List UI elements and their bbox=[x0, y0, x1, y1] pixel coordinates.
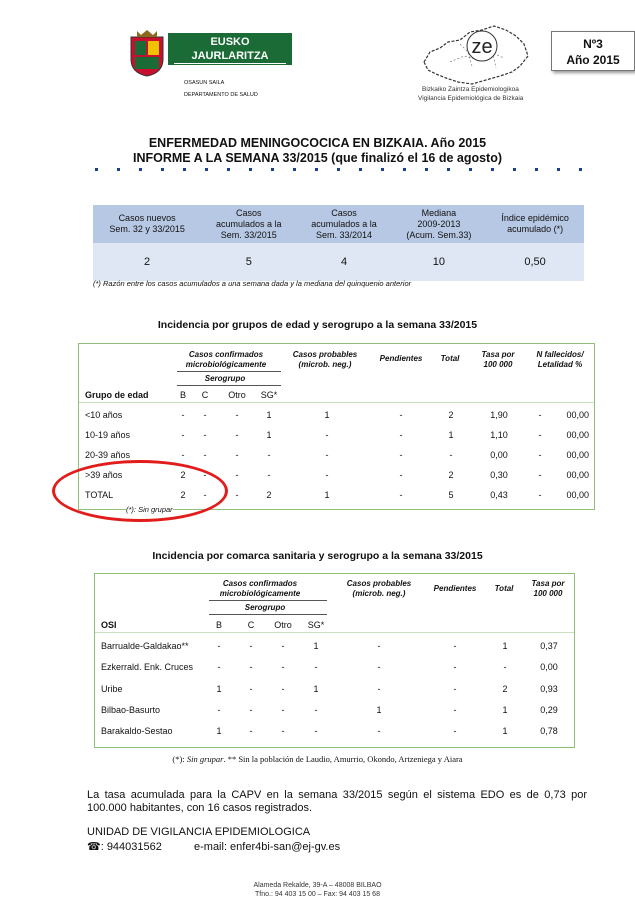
cell-probable: - bbox=[377, 726, 381, 736]
cell-deaths: - bbox=[538, 470, 542, 480]
cell-c: - bbox=[203, 430, 207, 440]
age-header-group: Grupo de edad bbox=[85, 390, 149, 400]
issue-badge bbox=[551, 31, 635, 71]
cell-sg: - bbox=[267, 470, 271, 480]
cell-total: 2 bbox=[448, 410, 454, 420]
sero-col-sg: SG* bbox=[260, 390, 278, 400]
cell-probable: - bbox=[325, 470, 329, 480]
cell-b: - bbox=[217, 641, 221, 651]
cell-probable: - bbox=[377, 684, 381, 694]
surveillance-basque: Bizkaiko Zaintza Epidemiologikoa bbox=[422, 86, 519, 93]
cell-pending: - bbox=[453, 726, 457, 736]
cell-pending: - bbox=[399, 410, 403, 420]
cell-otro: - bbox=[235, 490, 239, 500]
cell-rate: 0,00 bbox=[540, 662, 558, 672]
cell-rate: 0,30 bbox=[490, 470, 508, 480]
cell-c: - bbox=[203, 490, 207, 500]
cell-c: - bbox=[249, 662, 253, 672]
cell-sg: - bbox=[314, 705, 318, 715]
age-header-divider bbox=[79, 402, 594, 403]
summary-header-new: Casos nuevos Sem. 32 y 33/2015 bbox=[93, 205, 201, 243]
cell-sg: 1 bbox=[313, 684, 319, 694]
cell-probable: - bbox=[377, 641, 381, 651]
cell-total: 5 bbox=[448, 490, 454, 500]
cell-otro: - bbox=[235, 450, 239, 460]
cell-rate: 0,93 bbox=[540, 684, 558, 694]
cell-sg: 1 bbox=[313, 641, 319, 651]
cell-b: 2 bbox=[180, 470, 186, 480]
summary-header-index: Índice epidémico acumulado (*) bbox=[486, 205, 584, 243]
age-header-rate: Tasa por 100 000 bbox=[481, 350, 515, 369]
cell-probable: 1 bbox=[324, 490, 330, 500]
unit-name: UNIDAD DE VIGILANCIA EPIDEMIOLOGICA bbox=[87, 826, 311, 838]
cell-b: - bbox=[217, 662, 221, 672]
cell-pending: - bbox=[453, 684, 457, 694]
tel-fax-line: Tfno.: 94 403 15 00 – Fax: 94 403 15 68 bbox=[255, 891, 380, 898]
department-basque: OSASUN SAILA bbox=[184, 80, 225, 86]
cell-pending: - bbox=[399, 470, 403, 480]
summary-header-median: Mediana 2009-2013 (Acum. Sem.33) bbox=[392, 205, 487, 243]
department-spanish: DEPARTAMENTO DE SALUD bbox=[184, 92, 258, 98]
cell-lethality: 00,00 bbox=[566, 410, 589, 420]
issue-number: Nº3 bbox=[583, 37, 603, 51]
cell-rate: 1,10 bbox=[490, 430, 508, 440]
region-header-pending: Pendientes bbox=[433, 584, 477, 593]
cell-b: - bbox=[181, 450, 185, 460]
cell-c: - bbox=[203, 470, 207, 480]
cell-pending: - bbox=[453, 662, 457, 672]
age-table-note: (*): Sin grupar bbox=[126, 505, 173, 514]
cell-rate: 0,78 bbox=[540, 726, 558, 736]
summary-header-acc-2014: Casos acumulados a la Sem. 33/2014 bbox=[296, 205, 391, 243]
cell-b: - bbox=[181, 410, 185, 420]
region-header-probable: Casos probables (microb. neg.) bbox=[346, 579, 412, 598]
basque-government-shield-icon bbox=[127, 29, 167, 77]
cell-sg: 2 bbox=[266, 490, 272, 500]
cell-deaths: - bbox=[538, 430, 542, 440]
region-table bbox=[94, 573, 575, 748]
cell-otro: - bbox=[235, 470, 239, 480]
cell-otro: - bbox=[281, 662, 285, 672]
serogroup-rule bbox=[177, 385, 281, 386]
summary-value-acc-2014: 4 bbox=[296, 243, 391, 281]
age-header-pending: Pendientes bbox=[379, 354, 423, 363]
cell-total: 1 bbox=[448, 430, 454, 440]
cell-otro: - bbox=[281, 641, 285, 651]
summary-note: (*) Razón entre los casos acumulados a una semana dada y la mediana del quinquenio anterior bbox=[93, 279, 412, 288]
age-table-title: Incidencia por grupos de edad y serogrupo a la semana 33/2015 bbox=[157, 319, 478, 331]
cell-pending: - bbox=[453, 705, 457, 715]
cell-rate: 0,00 bbox=[490, 450, 508, 460]
cell-sg: 1 bbox=[266, 430, 272, 440]
row-label: Uribe bbox=[101, 684, 123, 694]
cell-probable: 1 bbox=[324, 410, 330, 420]
cell-probable: 1 bbox=[376, 705, 382, 715]
region-sero-col-sg: SG* bbox=[307, 620, 325, 630]
sero-col-b: B bbox=[179, 390, 186, 400]
cell-rate: 1,90 bbox=[490, 410, 508, 420]
age-header-confirmed: Casos confirmados microbiológicamente bbox=[185, 350, 267, 369]
cell-b: 1 bbox=[216, 684, 222, 694]
government-name-box bbox=[168, 33, 292, 77]
region-header-total: Total bbox=[494, 584, 514, 593]
contact-line bbox=[87, 840, 340, 853]
age-header-total: Total bbox=[440, 354, 460, 363]
cell-total: - bbox=[449, 450, 453, 460]
sero-col-c: C bbox=[201, 390, 209, 400]
cell-total: 2 bbox=[502, 684, 508, 694]
summary-table bbox=[93, 205, 584, 281]
cell-probable: - bbox=[377, 662, 381, 672]
region-header-rate: Tasa por 100 000 bbox=[531, 579, 565, 598]
age-header-deaths: N fallecidos/ Letalidad % bbox=[536, 350, 584, 369]
cell-pending: - bbox=[399, 450, 403, 460]
cell-probable: - bbox=[325, 430, 329, 440]
cell-c: - bbox=[249, 684, 253, 694]
cell-sg: - bbox=[267, 450, 271, 460]
cell-lethality: 00,00 bbox=[566, 430, 589, 440]
cell-sg: - bbox=[314, 726, 318, 736]
cell-total: 1 bbox=[502, 705, 508, 715]
report-subtitle: INFORME A LA SEMANA 33/2015 (que finalizó el 16 de agosto) bbox=[132, 151, 503, 165]
cell-c: - bbox=[203, 410, 207, 420]
cell-otro: - bbox=[235, 410, 239, 420]
region-table-note: (*): Sin grupar. ** Sin la población de Laudio, Amurrio, Okondo, Artzeniega y Aiara bbox=[172, 754, 463, 764]
cell-rate: 0,29 bbox=[540, 705, 558, 715]
cell-pending: - bbox=[399, 490, 403, 500]
cell-lethality: 00,00 bbox=[566, 490, 589, 500]
region-header-serogroup: Serogrupo bbox=[244, 603, 286, 612]
cell-otro: - bbox=[281, 705, 285, 715]
cell-deaths: - bbox=[538, 490, 542, 500]
cell-total: 1 bbox=[502, 726, 508, 736]
cell-b: - bbox=[217, 705, 221, 715]
row-label: Ezkerrald. Enk. Cruces bbox=[101, 662, 194, 672]
cell-sg: - bbox=[314, 662, 318, 672]
issue-year: Año 2015 bbox=[566, 53, 620, 67]
row-label: >39 años bbox=[85, 470, 123, 480]
cell-rate: 0,37 bbox=[540, 641, 558, 651]
cell-deaths: - bbox=[538, 410, 542, 420]
cell-total: 1 bbox=[502, 641, 508, 651]
summary-value-new: 2 bbox=[93, 243, 201, 281]
phone-icon: ☎ bbox=[87, 841, 101, 853]
region-header-confirmed: Casos confirmados microbiológicamente bbox=[219, 579, 301, 598]
cell-otro: - bbox=[235, 430, 239, 440]
report-title: ENFERMEDAD MENINGOCOCICA EN BIZKAIA. Año 2015 bbox=[148, 136, 487, 150]
cell-lethality: 00,00 bbox=[566, 450, 589, 460]
cell-b: - bbox=[181, 430, 185, 440]
cell-otro: - bbox=[281, 684, 285, 694]
summary-value-index: 0,50 bbox=[486, 243, 584, 281]
region-serogroup-rule bbox=[209, 614, 327, 615]
logo-text: ze bbox=[471, 36, 493, 58]
cell-c: - bbox=[249, 726, 253, 736]
region-sero-col-c: C bbox=[247, 620, 255, 630]
cell-b: 2 bbox=[180, 490, 186, 500]
cell-total: - bbox=[503, 662, 507, 672]
email-address: e-mail: enfer4bi-san@ej-gv.es bbox=[194, 841, 341, 853]
age-header-serogroup: Serogrupo bbox=[204, 374, 246, 383]
row-label: Barakaldo-Sestao bbox=[101, 726, 173, 736]
row-label: Bilbao-Basurto bbox=[101, 705, 161, 715]
cell-pending: - bbox=[453, 641, 457, 651]
cell-otro: - bbox=[281, 726, 285, 736]
summary-value-median: 10 bbox=[392, 243, 487, 281]
dotted-divider bbox=[95, 168, 585, 172]
region-table-title: Incidencia por comarca sanitaria y serogrupo a la semana 33/2015 bbox=[152, 550, 483, 562]
phone-number: : 944031562 bbox=[100, 841, 162, 853]
region-sero-col-otro: Otro bbox=[274, 620, 292, 630]
cell-total: 2 bbox=[448, 470, 454, 480]
row-label: Barrualde-Galdakao** bbox=[101, 641, 189, 651]
cell-probable: - bbox=[325, 450, 329, 460]
gov-line-spanish: GOBIERNO VASCO bbox=[179, 65, 281, 77]
row-label: TOTAL bbox=[85, 490, 114, 500]
cell-deaths: - bbox=[538, 450, 542, 460]
summary-value-acc-2015: 5 bbox=[201, 243, 296, 281]
sero-col-otro: Otro bbox=[228, 390, 246, 400]
region-header-osi: OSI bbox=[101, 620, 117, 630]
row-label: <10 años bbox=[85, 410, 123, 420]
region-confirmed-rule bbox=[209, 600, 327, 601]
gov-line-basque: EUSKO JAURLARITZA bbox=[174, 35, 286, 64]
row-label: 10-19 años bbox=[85, 430, 131, 440]
cell-b: 1 bbox=[216, 726, 222, 736]
cell-c: - bbox=[249, 705, 253, 715]
age-header-probable: Casos probables (microb. neg.) bbox=[292, 350, 358, 369]
address-line: Alameda Rekalde, 39-A – 48008 BILBAO bbox=[253, 882, 382, 889]
region-sero-col-b: B bbox=[215, 620, 222, 630]
cell-c: - bbox=[203, 450, 207, 460]
cell-lethality: 00,00 bbox=[566, 470, 589, 480]
cell-rate: 0,43 bbox=[490, 490, 508, 500]
cell-c: - bbox=[249, 641, 253, 651]
surveillance-spanish: Vigilancia Epidemiológica de Bizkaia bbox=[418, 95, 524, 102]
cell-sg: 1 bbox=[266, 410, 272, 420]
red-highlight-circle bbox=[52, 460, 228, 522]
bizkaia-map-logo-icon bbox=[420, 22, 532, 88]
confirmed-rule bbox=[177, 371, 281, 372]
capv-rate-paragraph: La tasa acumulada para la CAPV en la semana 33/2015 según el sistema EDO es de 0,73 por 100.000 habitantes, con 16 casos registrados. bbox=[87, 789, 587, 814]
summary-header-acc-2015: Casos acumulados a la Sem. 33/2015 bbox=[201, 205, 296, 243]
row-label: 20-39 años bbox=[85, 450, 131, 460]
cell-pending: - bbox=[399, 430, 403, 440]
region-header-divider bbox=[95, 632, 574, 633]
